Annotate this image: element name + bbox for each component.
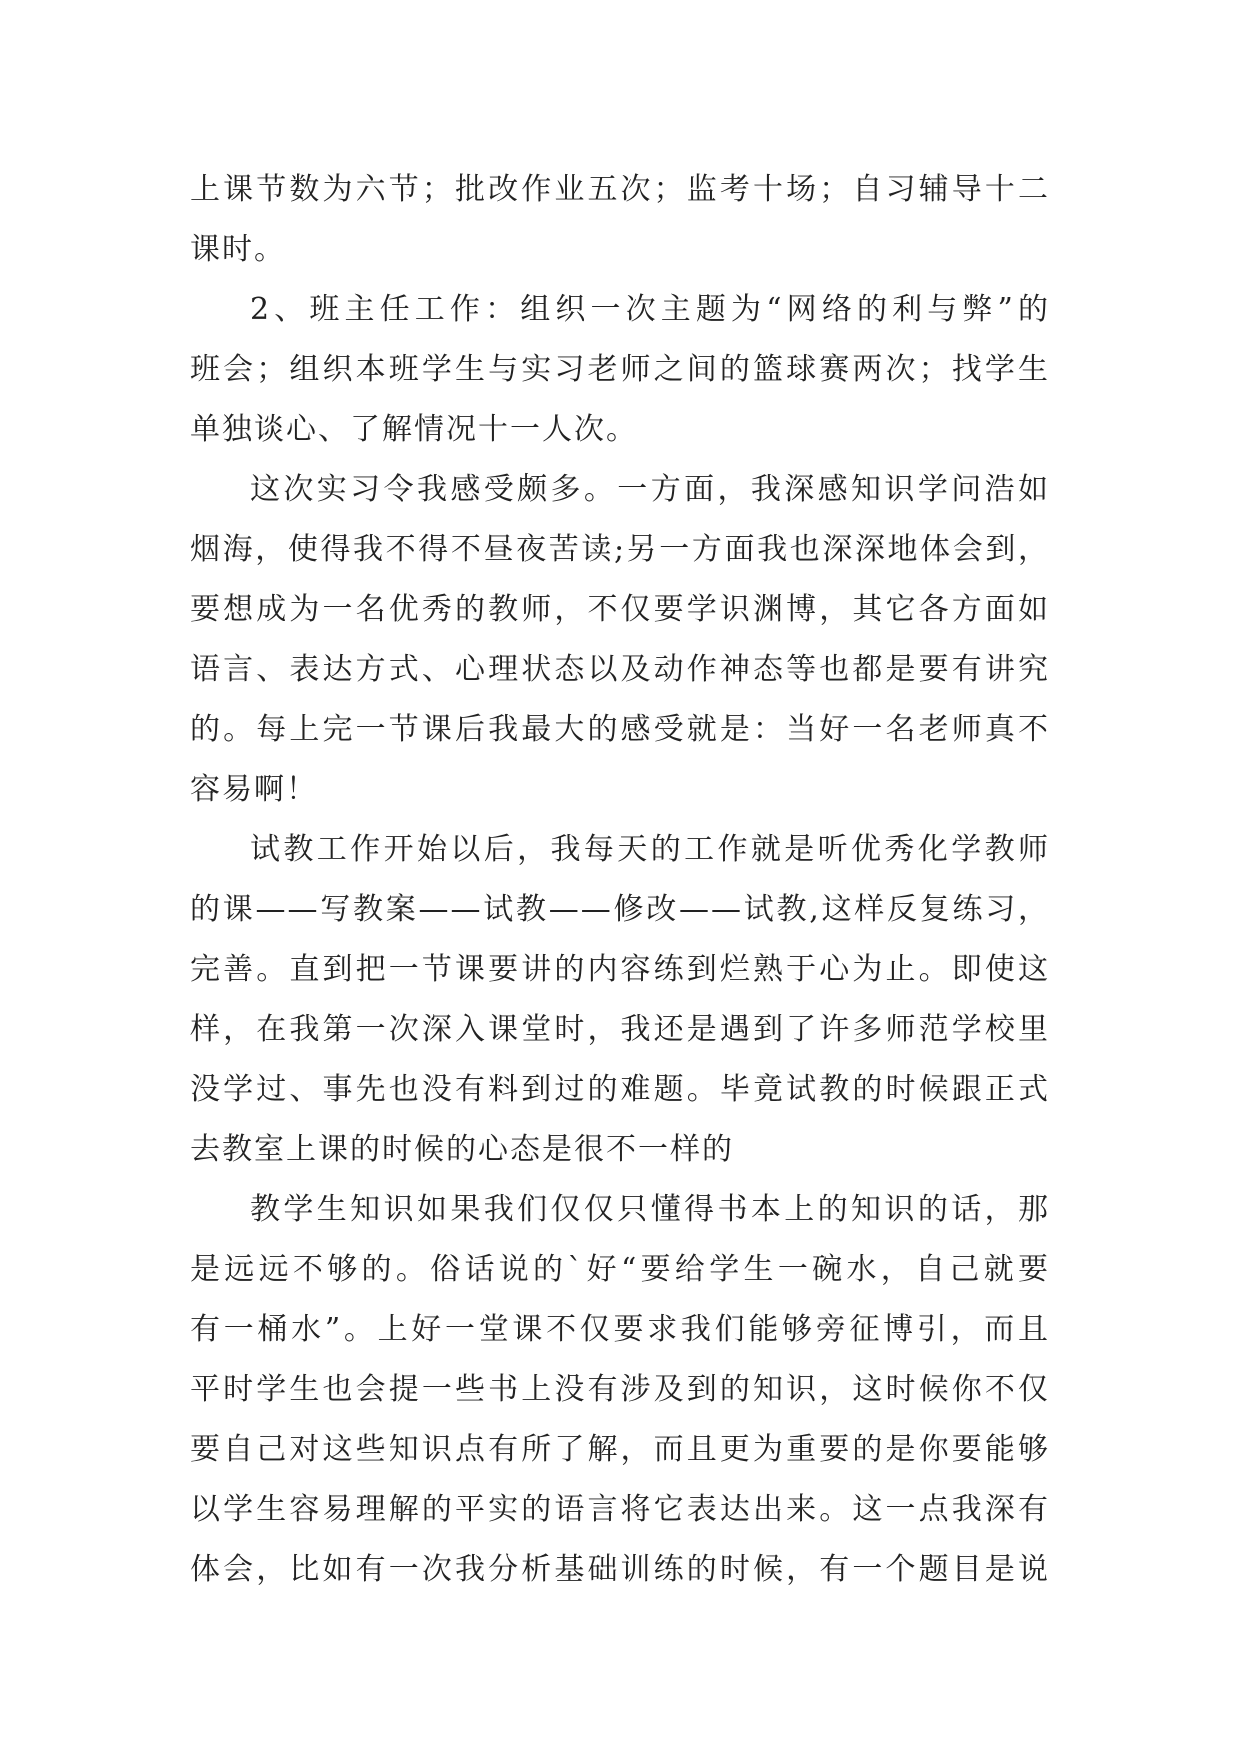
text-line: 要想成为一名优秀的教师，不仅要学识渊博，其它各方面如 bbox=[190, 592, 1050, 627]
text-line: 试教工作开始以后，我每天的工作就是听优秀化学教师 bbox=[250, 832, 1050, 867]
text-line: 完善。直到把一节课要讲的内容练到烂熟于心为止。即使这 bbox=[190, 952, 1050, 987]
paragraph-3 bbox=[190, 460, 1050, 820]
text-line: 班会；组织本班学生与实习老师之间的篮球赛两次；找学生 bbox=[190, 352, 1050, 387]
text-line: 单独谈心、了解情况十一人次。 bbox=[190, 412, 638, 447]
text-line: 这次实习令我感受颇多。一方面，我深感知识学问浩如 bbox=[250, 472, 1050, 507]
text-line: 教学生知识如果我们仅仅只懂得书本上的知识的话，那 bbox=[250, 1192, 1050, 1227]
text-line: 容易啊！ bbox=[190, 772, 318, 807]
text-line: 平时学生也会提一些书上没有涉及到的知识，这时候你不仅 bbox=[190, 1372, 1050, 1407]
text-line: 的课——写教案——试教——修改——试教,这样反复练习， bbox=[190, 892, 1050, 927]
text-line: 课时。 bbox=[190, 232, 286, 267]
text-line: 是远远不够的。俗话说的`好“要给学生一碗水，自己就要 bbox=[190, 1252, 1050, 1287]
paragraph-4 bbox=[190, 820, 1050, 1180]
paragraph-1 bbox=[190, 160, 1050, 280]
text-line: 去教室上课的时候的心态是很不一样的 bbox=[190, 1132, 734, 1167]
text-line: 样，在我第一次深入课堂时，我还是遇到了许多师范学校里 bbox=[190, 1012, 1050, 1047]
text-line: 上课节数为六节；批改作业五次；监考十场；自习辅导十二 bbox=[190, 172, 1050, 207]
document-body bbox=[190, 160, 1050, 1600]
text-line: 体会，比如有一次我分析基础训练的时候，有一个题目是说 bbox=[190, 1552, 1050, 1587]
text-line: 有一桶水”。上好一堂课不仅要求我们能够旁征博引，而且 bbox=[190, 1312, 1050, 1347]
text-line: 以学生容易理解的平实的语言将它表达出来。这一点我深有 bbox=[190, 1492, 1050, 1527]
paragraph-5 bbox=[190, 1180, 1050, 1600]
text-line: 没学过、事先也没有料到过的难题。毕竟试教的时候跟正式 bbox=[190, 1072, 1050, 1107]
text-line: 要自己对这些知识点有所了解，而且更为重要的是你要能够 bbox=[190, 1432, 1050, 1467]
paragraph-2 bbox=[190, 280, 1050, 460]
text-line: 的。每上完一节课后我最大的感受就是：当好一名老师真不 bbox=[190, 712, 1050, 747]
text-line: 语言、表达方式、心理状态以及动作神态等也都是要有讲究 bbox=[190, 652, 1050, 687]
text-line: 2、班主任工作：组织一次主题为“网络的利与弊”的 bbox=[250, 292, 1050, 327]
text-line: 烟海，使得我不得不昼夜苦读;另一方面我也深深地体会到， bbox=[190, 532, 1050, 567]
